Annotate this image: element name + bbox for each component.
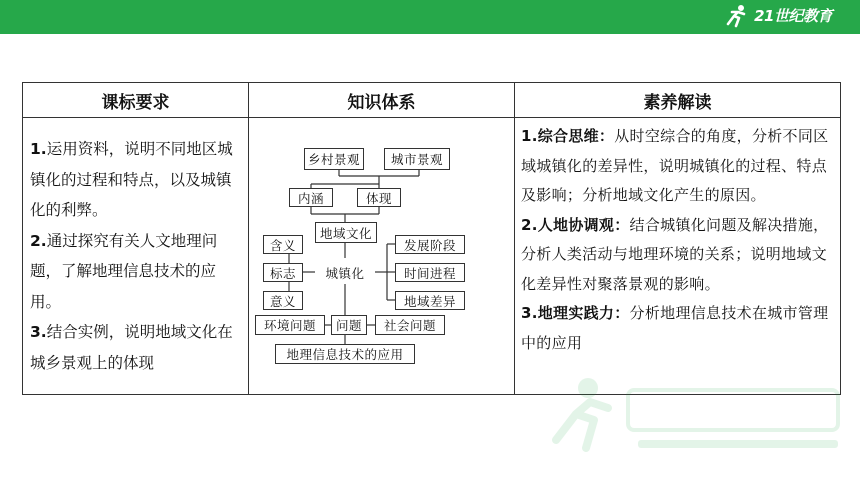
curriculum-table bbox=[22, 82, 841, 395]
embodiment-box: 体现 bbox=[357, 188, 401, 207]
literacy-item bbox=[521, 211, 834, 300]
literacy-text: 从时空综合的角度，分析不同区域城镇化的差异性，说明城镇化的过程、特点及影响；分析地域文化产生的原因。 bbox=[521, 127, 829, 204]
literacy-heading: 2.人地协调观： bbox=[521, 215, 630, 234]
meaning-box: 含义 bbox=[263, 235, 303, 254]
significance-box: 意义 bbox=[263, 291, 303, 310]
runner-logo-icon bbox=[724, 4, 750, 28]
header-knowledge-system: 知识体系 bbox=[249, 83, 515, 118]
requirements-cell bbox=[23, 118, 249, 395]
problem-box: 问题 bbox=[331, 315, 367, 335]
literacy-text: 结合城镇化问题及解决措施，分析人类活动与地理环境的关系；说明地域文化差异性对聚落景观的影响。 bbox=[521, 215, 829, 293]
knowledge-diagram bbox=[249, 118, 514, 394]
requirement-item bbox=[30, 317, 242, 378]
requirement-text: 运用资料，说明不同地区城镇化的过程和特点，以及城镇化的利弊。 bbox=[30, 140, 233, 219]
requirement-number: 2. bbox=[30, 231, 47, 250]
literacy-text: 分析地理信息技术在城市管理中的应用 bbox=[521, 304, 829, 352]
brand-logo bbox=[724, 3, 832, 29]
rural-landscape-box: 乡村景观 bbox=[304, 148, 364, 170]
literacy-item bbox=[521, 122, 834, 211]
requirement-item bbox=[30, 134, 242, 226]
requirement-text: 通过探究有关人文地理问题，了解地理信息技术的应用。 bbox=[30, 231, 218, 311]
urban-landscape-box: 城市景观 bbox=[384, 148, 450, 170]
literacy-cell bbox=[515, 118, 841, 395]
knowledge-system-cell bbox=[249, 118, 515, 395]
time-process-box: 时间进程 bbox=[395, 263, 465, 282]
requirement-number: 1. bbox=[30, 140, 47, 158]
literacy-heading: 3.地理实践力： bbox=[521, 304, 630, 322]
regional-culture-box: 地域文化 bbox=[315, 222, 377, 243]
connotation-box: 内涵 bbox=[289, 188, 333, 207]
brand-logo-text: 21世纪教育 bbox=[754, 6, 832, 25]
development-stage-box: 发展阶段 bbox=[395, 235, 465, 254]
table-header-row bbox=[23, 83, 841, 118]
header-requirements: 课标要求 bbox=[23, 83, 249, 118]
table-body-row bbox=[23, 118, 841, 395]
top-banner bbox=[0, 0, 860, 34]
gis-application-box: 地理信息技术的应用 bbox=[275, 344, 415, 364]
requirements-list bbox=[23, 118, 248, 378]
literacy-heading: 1.综合思维： bbox=[521, 127, 615, 145]
requirement-text: 结合实例，说明地域文化在城乡景观上的体现 bbox=[30, 323, 233, 372]
social-problem-box: 社会问题 bbox=[375, 315, 445, 335]
environment-problem-box: 环境问题 bbox=[255, 315, 325, 335]
requirement-number: 3. bbox=[30, 323, 47, 341]
literacy-item bbox=[521, 299, 834, 358]
header-literacy: 素养解读 bbox=[515, 83, 841, 118]
literacy-list bbox=[515, 118, 840, 358]
requirement-item bbox=[30, 226, 242, 318]
urbanization-box: 城镇化 bbox=[315, 262, 375, 284]
regional-difference-box: 地域差异 bbox=[395, 291, 465, 310]
indicator-box: 标志 bbox=[263, 263, 303, 282]
